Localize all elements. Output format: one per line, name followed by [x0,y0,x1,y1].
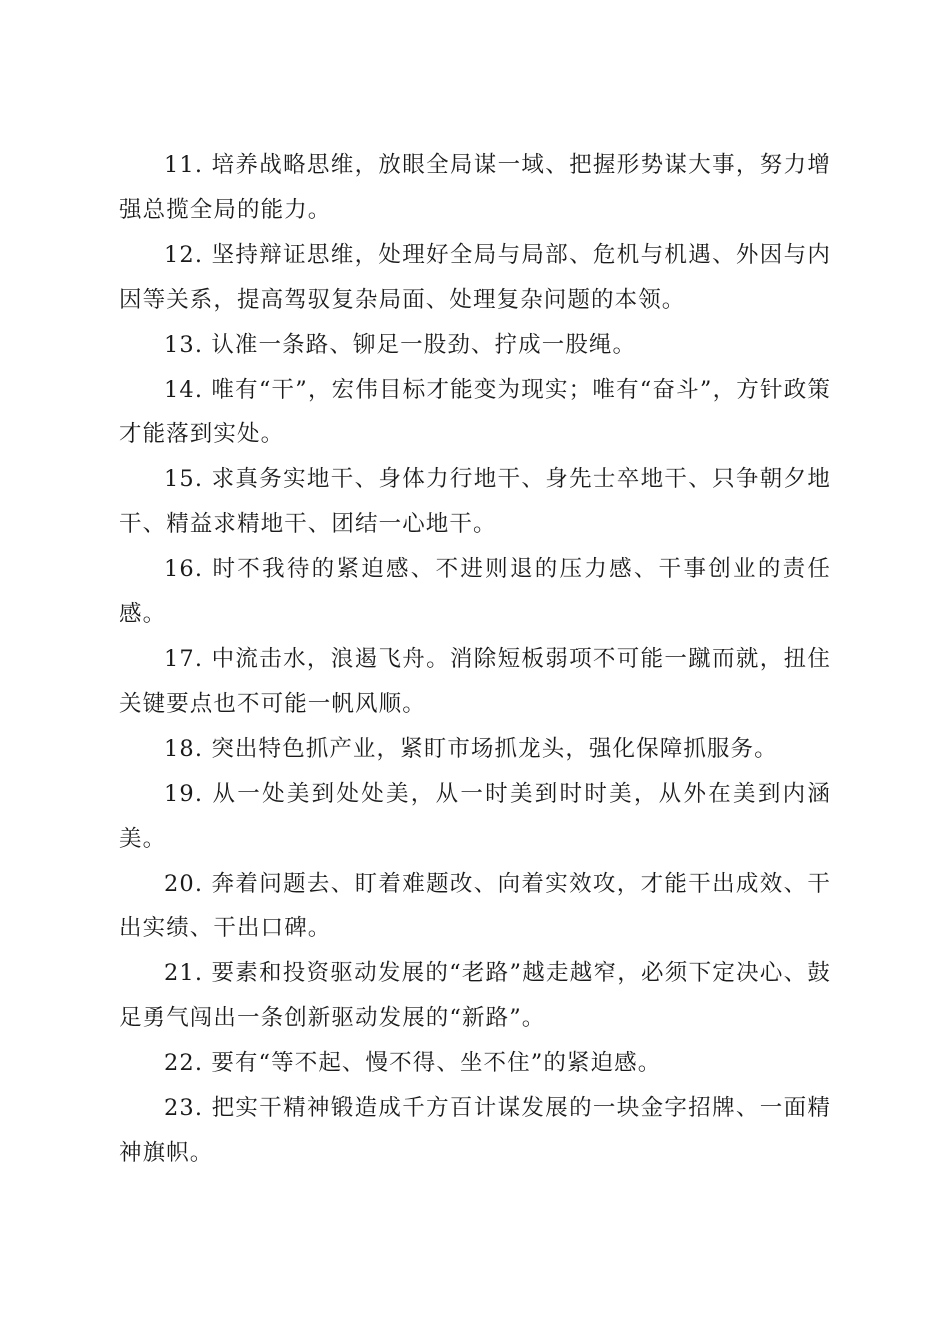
paragraph-18: 18. 突出特色抓产业，紧盯市场抓龙头，强化保障抓服务。 [164,735,778,762]
paragraph-19: 19. 从一处美到处处美，从一时美到时时美，从外在美到内涵美。 [119,780,831,852]
paragraph-11: 11. 培养战略思维，放眼全局谋一域、把握形势谋大事，努力增强总揽全局的能力。 [119,152,831,223]
paragraph-16: 16. 时不我待的紧迫感、不进则退的压力感、干事创业的责任感。 [119,556,831,628]
paragraph-22: 22. 要有“等不起、慢不得、坐不住”的紧迫感。 [164,1050,662,1077]
paragraph-12: 12. 坚持辩证思维，处理好全局与局部、危机与机遇、外因与内因等关系，提高驾驭复杂局面、处理复杂问题的本领。 [119,241,831,313]
paragraph-23: 23. 把实干精神锻造成千方百计谋发展的一块金字招牌、一面精神旗帜。 [119,1095,831,1166]
paragraph-17: 17. 中流击水，浪遏飞舟。消除短板弱项不可能一蹴而就，扭住关键要点也不可能一帆风顺。 [119,645,831,717]
paragraph-13: 13. 认准一条路、铆足一股劲、拧成一股绳。 [164,331,637,358]
paragraph-14: 14. 唯有“干”，宏伟目标才能变为现实；唯有“奋斗”，方针政策才能落到实处。 [119,376,831,448]
paragraph-15: 15. 求真务实地干、身体力行地干、身先士卒地干、只争朝夕地干、精益求精地干、团结一心地干。 [119,466,831,538]
paragraph-20: 20. 奔着问题去、盯着难题改、向着实效攻，才能干出成效、干出实绩、干出口碑。 [119,870,831,942]
paragraph-21: 21. 要素和投资驱动发展的“老路”越走越窄，必须下定决心、鼓足勇气闯出一条创新驱动发展的“新路”。 [119,960,831,1032]
document-body [119,143,831,1176]
